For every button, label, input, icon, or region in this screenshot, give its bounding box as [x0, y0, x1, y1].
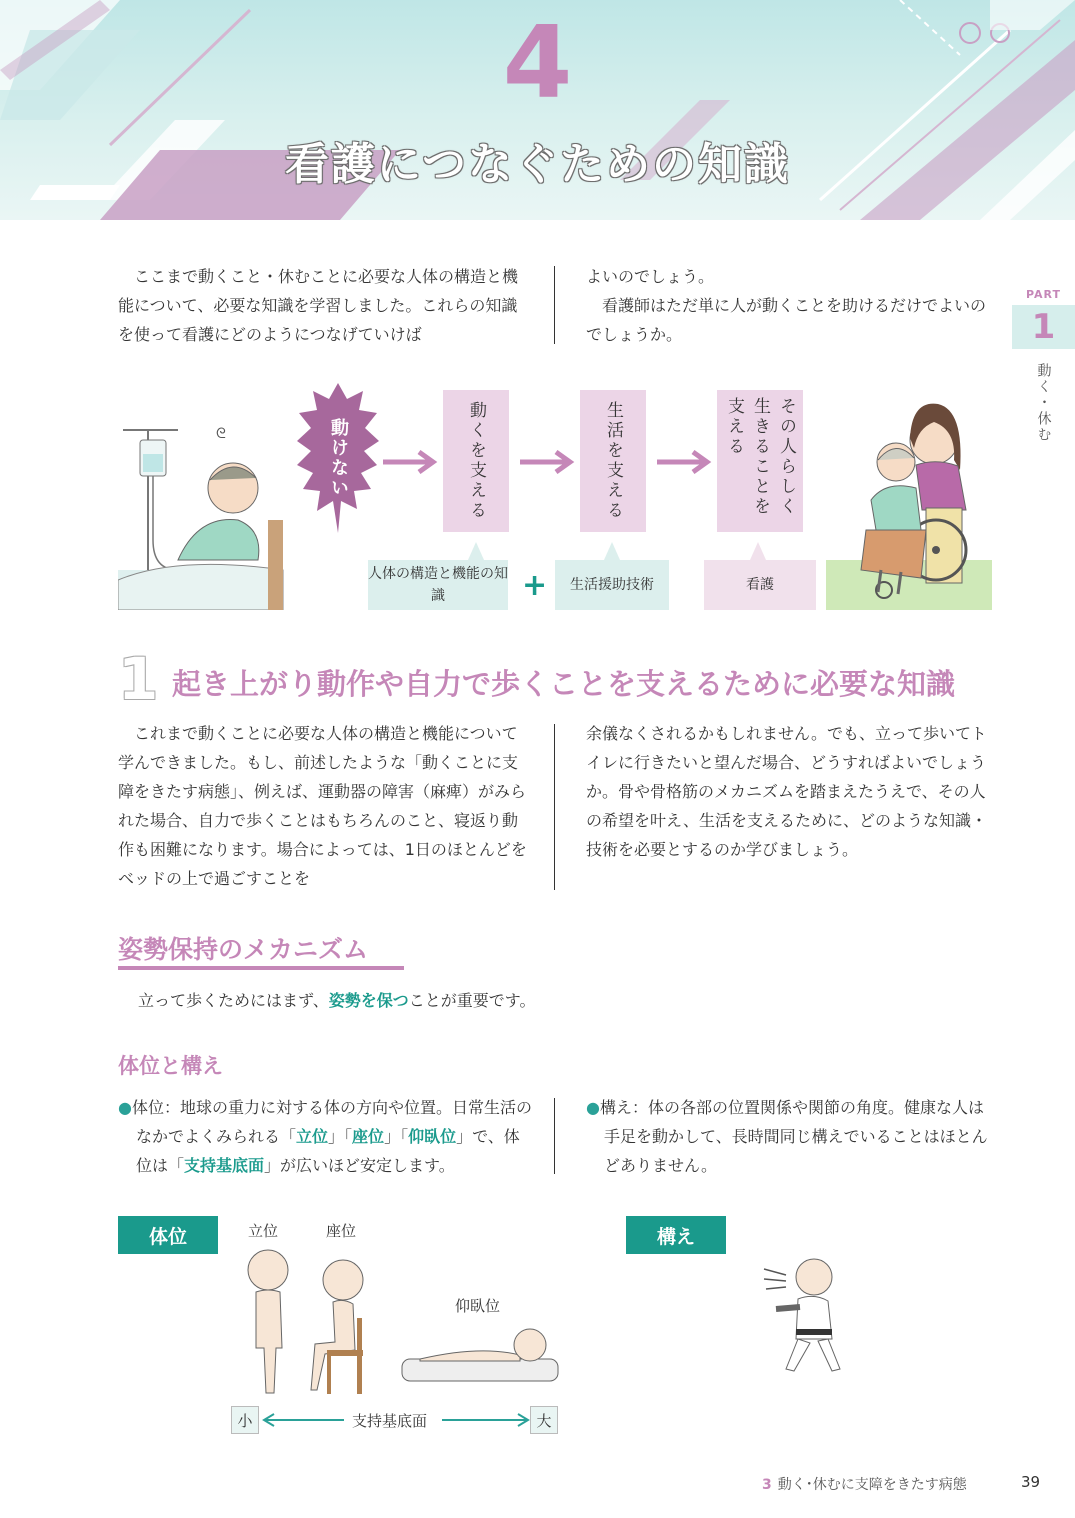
arrow-icon — [657, 450, 713, 474]
section1-left-text: これまで動くことに必要な人体の構造と機能について学んできました。もし、前述したような「動くことに支障をきたす病態」、例えば、運動器の障害（麻痺）がみられた場合、自力で歩くことはもちろんのこと、寝返り動作も困難になります。場合によっては、1日のほとんどをベッドの上で過ごすことを — [118, 724, 527, 888]
large-marker: 大 — [530, 1406, 558, 1434]
chapter-number: 4 — [502, 4, 573, 121]
supine-label: 仰臥位 — [455, 1297, 501, 1315]
support-living-box: 生活を支える — [580, 390, 646, 532]
section-number: 1 — [118, 645, 159, 713]
arrow-icon — [520, 450, 576, 474]
standing-label: 立位 — [248, 1222, 279, 1240]
bullet-icon: ● — [118, 1098, 132, 1117]
small-marker: 小 — [231, 1406, 259, 1434]
bullet-icon: ● — [586, 1098, 600, 1117]
taii-right-bullet: ●構え：体の各部の位置関係や関節の角度。健康な人は手足を動かして、長時間同じ構えでいることはほとんどありません。 — [586, 1098, 988, 1175]
patient-in-bed-illustration — [118, 420, 293, 610]
sitting-label: 座位 — [326, 1222, 357, 1240]
column-divider — [554, 266, 555, 344]
keep-posture-keyword: 姿勢を保つ — [328, 991, 409, 1010]
intro-right-text-1: よいのでしょう。 — [586, 267, 715, 286]
part-label: PART — [1025, 288, 1062, 301]
sitting-figure — [305, 1258, 375, 1408]
part-number: 1 — [1012, 305, 1075, 349]
posture-subtitle: 姿勢保持のメカニズム — [118, 935, 369, 964]
intro-right-text-2: 看護師はただ単に人が動くことを助けるだけでよいのでしょうか。 — [586, 296, 987, 344]
support-life-box: その人らしく生きることを支える — [717, 390, 803, 532]
base-area-label: 支持基底面 — [352, 1412, 428, 1430]
part-side-tab — [1012, 288, 1075, 443]
taii-heading: 体位と構え — [118, 1054, 223, 1078]
footer-chapter: 3 動く･休むに支障をきたす病態 — [762, 1477, 967, 1493]
section1-right-text: 余儀なくされるかもしれません。でも、立って歩いてトイレに行きたいと望んだ場合、どうすればよいでしょうか。骨や骨格筋のメカニズムを踏まえたうえで、その人の希望を叶え、生活を支えるために、どのような知識・技術を必要とするのか学びましょう。 — [586, 724, 987, 859]
care-technique-tag: 生活援助技術 — [555, 560, 669, 610]
support-movement-box: 動くを支える — [443, 390, 509, 532]
burst-label: 動けない — [328, 418, 349, 498]
chapter-title: 看護につなぐための知識 — [284, 139, 791, 190]
intro-left-text: ここまで動くこと・休むことに必要な人体の構造と機能について、必要な知識を学習しました。これらの知識を使って看護にどのようにつなげていけば — [118, 267, 519, 344]
burst-label-wrap — [297, 383, 379, 533]
plus-sign: + — [522, 568, 548, 603]
taii-label: 体位 — [118, 1216, 218, 1254]
chapter-header — [0, 0, 1075, 220]
standing-figure — [238, 1248, 298, 1398]
subtitle-underline — [118, 966, 404, 970]
posture-lead: 立って歩くためにはまず、姿勢を保つことが重要です。 — [138, 991, 536, 1010]
wheelchair-illustration — [826, 400, 992, 610]
page-number: 39 — [1021, 1473, 1041, 1491]
part-section-name: 動く・休む — [1035, 363, 1052, 443]
svg-text:ᘓ: ᘓ — [216, 426, 226, 442]
column-divider — [554, 724, 555, 890]
supine-figure — [400, 1325, 560, 1385]
arrow-icon — [383, 450, 439, 474]
taii-left-bullet: ●体位：地球の重力に対する体の方向や位置。日常生活のなかでよくみられる「立位」「座位」「仰臥位」で、体位は「支持基底面」が広いほど安定します。 — [118, 1098, 532, 1175]
intro-right-column — [586, 262, 992, 349]
column-divider — [554, 1098, 555, 1174]
kamae-label: 構え — [626, 1216, 726, 1254]
section-title: 起き上がり動作や自力で歩くことを支えるために必要な知識 — [172, 667, 956, 701]
karate-stance-figure — [762, 1255, 852, 1385]
anatomy-knowledge-tag: 人体の構造と機能の知識 — [368, 560, 508, 610]
nursing-tag: 看護 — [704, 560, 816, 610]
